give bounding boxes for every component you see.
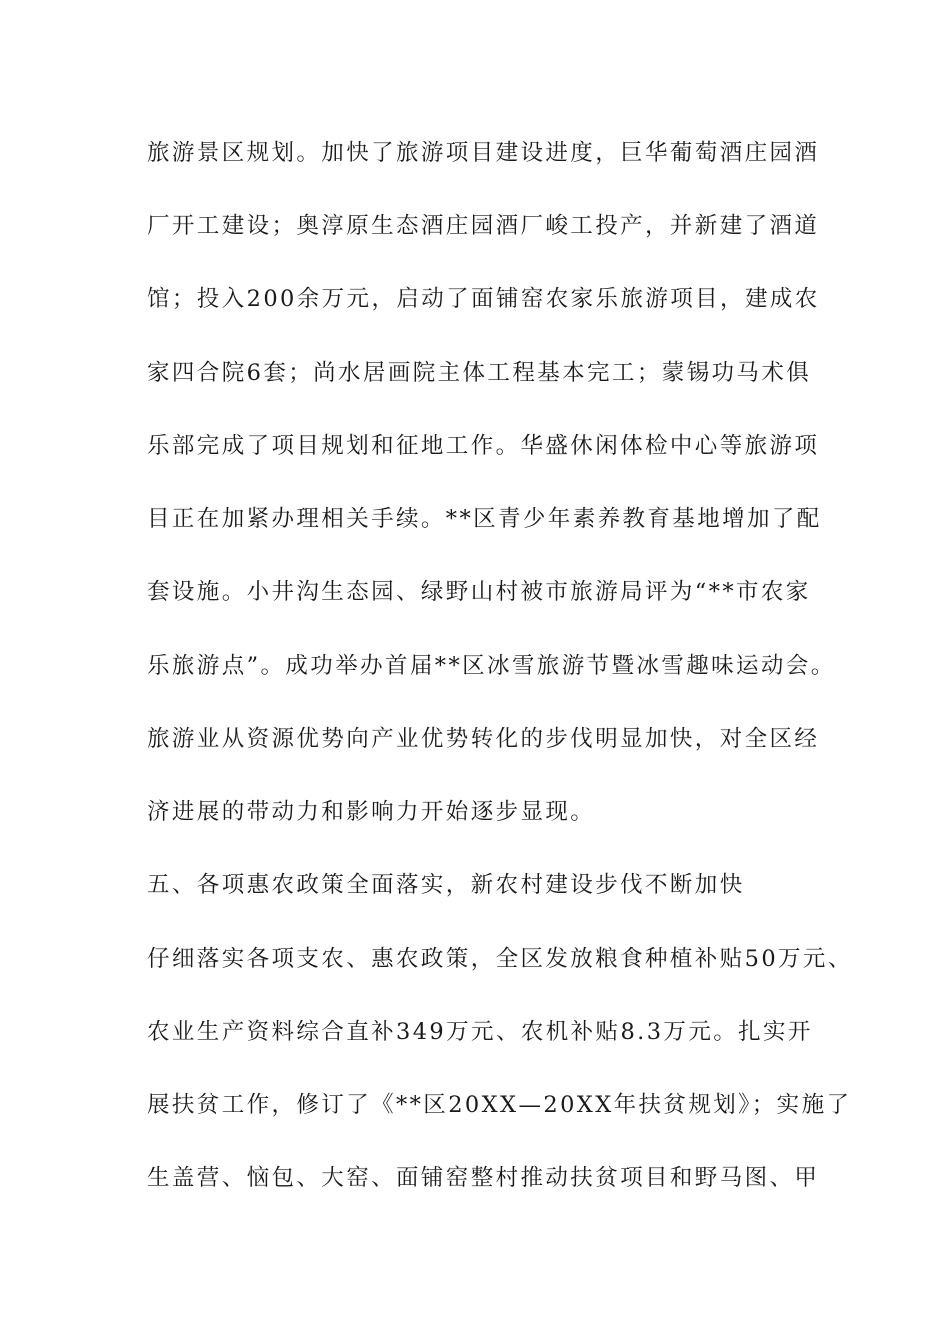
paragraph-line: 厂开工建设；奥淳原生态酒庄园酒厂峻工投产，并新建了酒道	[147, 213, 820, 239]
paragraph-line: 乐部完成了项目规划和征地工作。华盛休闲体检中心等旅游项	[147, 433, 820, 459]
paragraph-line: 馆；投入200余万元，启动了面铺窑农家乐旅游项目，建成农	[147, 286, 820, 312]
paragraph-line: 济进展的带动力和影响力开始逐步显现。	[147, 799, 596, 825]
paragraph-line: 旅游景区规划。加快了旅游项目建设进度，巨华葡萄酒庄园酒	[147, 140, 820, 166]
paragraph-line: 旅游业从资源优势向产业优势转化的步伐明显加快，对全区经	[147, 726, 820, 752]
paragraph-line: 农业生产资料综合直补349万元、农机补贴8.3万元。扎实开	[147, 1019, 813, 1045]
paragraph-line: 目正在加紧办理相关手续。**区青少年素养教育基地增加了配	[147, 506, 822, 532]
paragraph-line: 生盖营、恼包、大窑、面铺窑整村推动扶贫项目和野马图、甲	[147, 1165, 820, 1191]
section-heading: 五、各项惠农政策全面落实，新农村建设步伐不断加快	[147, 872, 745, 898]
paragraph-line: 套设施。小井沟生态园、绿野山村被市旅游局评为“**市农家	[147, 579, 811, 605]
paragraph-line: 家四合院6套；尚水居画院主体工程基本完工；蒙锡功马术俱	[147, 360, 812, 386]
paragraph-line: 仔细落实各项支农、惠农政策，全区发放粮食种植补贴50万元、	[147, 946, 853, 972]
paragraph-line: 展扶贫工作，修订了《**区20XX—20XX年扶贫规划》；实施了	[147, 1092, 852, 1118]
paragraph-line: 乐旅游点”。成功举办首届**区冰雪旅游节暨冰雪趣味运动会。	[147, 653, 836, 679]
